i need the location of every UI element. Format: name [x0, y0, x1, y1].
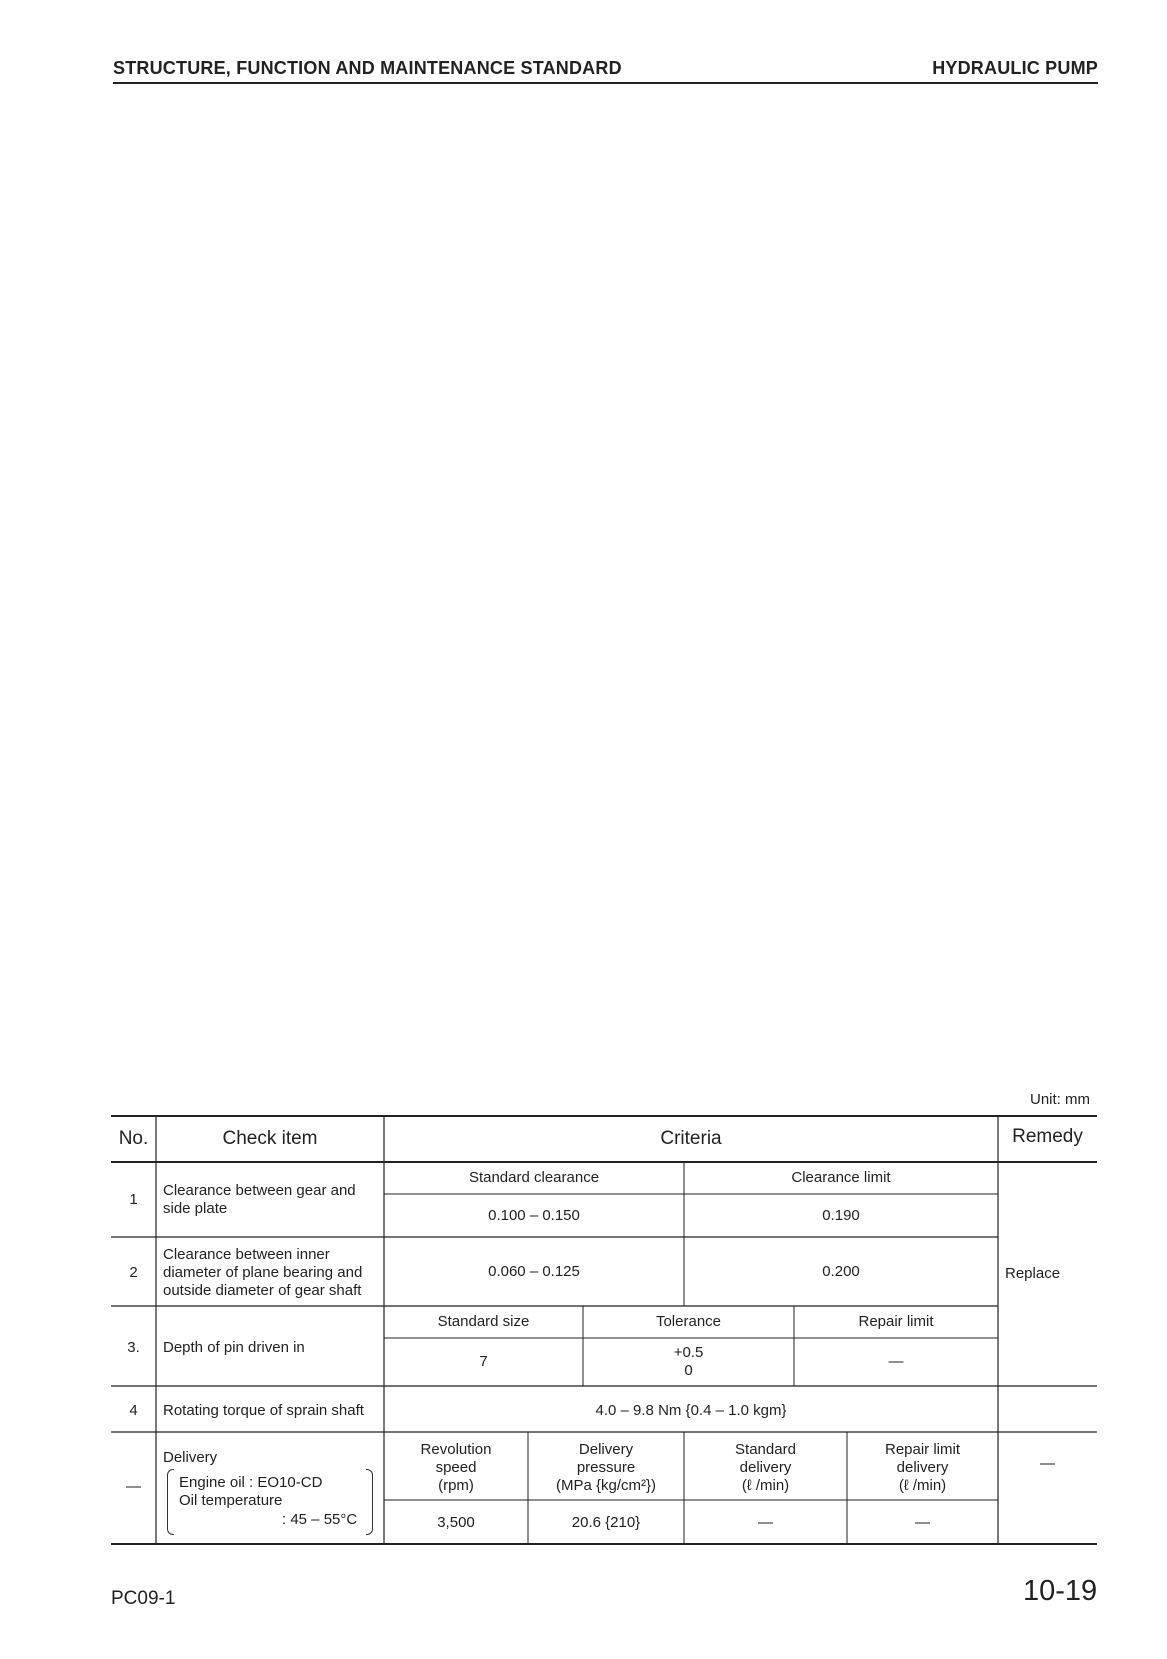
- row-5-h1-l2: speed: [435, 1459, 477, 1476]
- row-5-check-item-delivery: Delivery: [163, 1449, 218, 1466]
- unit-label: Unit: mm: [1030, 1091, 1090, 1108]
- col-header-remedy: Remedy: [1012, 1126, 1083, 1147]
- row-2-check-item-line-2: diameter of plane bearing and: [163, 1264, 363, 1281]
- left-brace-icon: [167, 1469, 174, 1535]
- row-5-no: —: [126, 1478, 141, 1495]
- row-1-standard-clearance-value: 0.100 – 0.150: [488, 1207, 580, 1224]
- row-5-h4-l2: delivery: [896, 1459, 949, 1476]
- row-4-no: 4: [129, 1402, 138, 1419]
- row-5-oil-temperature-value: : 45 – 55°C: [282, 1511, 358, 1528]
- row-1-clearance-limit-header: Clearance limit: [791, 1169, 891, 1186]
- row-5-h4-l1: Repair limit: [884, 1441, 960, 1458]
- row-5-engine-oil: Engine oil : EO10-CD: [179, 1474, 323, 1491]
- row-2-limit-value: 0.200: [822, 1263, 860, 1280]
- row-5-remedy: —: [1040, 1455, 1055, 1472]
- row-1-clearance-limit-value: 0.190: [822, 1207, 860, 1224]
- col-header-check-item: Check item: [222, 1128, 318, 1149]
- row-5-h3-l1: Standard: [735, 1441, 796, 1458]
- row-5-h2-l2: pressure: [576, 1459, 636, 1476]
- row-5-h2-l1: Delivery: [578, 1441, 634, 1458]
- row-1-check-item-line-1: Clearance between gear and: [163, 1182, 356, 1199]
- row-2-standard-value: 0.060 – 0.125: [488, 1263, 580, 1280]
- row-1-standard-clearance-header: Standard clearance: [468, 1169, 600, 1186]
- row-5-repair-limit-delivery-value: —: [915, 1514, 930, 1531]
- remedy-replace: Replace: [1005, 1265, 1061, 1282]
- row-3-no: 3.: [127, 1339, 140, 1356]
- row-5-h2-l3: (MPa {kg/cm²}): [555, 1477, 657, 1494]
- row-5-standard-delivery-value: —: [758, 1514, 773, 1531]
- row-5-h4-l3: (ℓ /min): [898, 1477, 947, 1494]
- row-5-rpm-value: 3,500: [437, 1514, 475, 1531]
- row-5-pressure-value: 20.6 {210}: [571, 1514, 641, 1531]
- row-1-no: 1: [129, 1191, 138, 1208]
- row-2-check-item-line-1: Clearance between inner: [163, 1246, 330, 1263]
- component-title: HYDRAULIC PUMP: [932, 58, 1098, 78]
- col-header-criteria: Criteria: [660, 1128, 722, 1149]
- row-1-check-item-line-2: side plate: [163, 1200, 228, 1217]
- col-header-no: No.: [118, 1128, 149, 1149]
- section-title: STRUCTURE, FUNCTION AND MAINTENANCE STANDARD: [113, 58, 622, 78]
- row-3-check-item: Depth of pin driven in: [163, 1339, 305, 1356]
- row-3-tolerance-lower: 0: [684, 1362, 693, 1379]
- row-3-repair-limit-header: Repair limit: [858, 1313, 934, 1330]
- row-5-h3-l3: (ℓ /min): [741, 1477, 790, 1494]
- row-3-standard-size-header: Standard size: [437, 1313, 530, 1330]
- row-3-repair-limit-value: —: [888, 1353, 904, 1370]
- page-number: 10-19: [1023, 1575, 1098, 1607]
- row-2-no: 2: [129, 1264, 138, 1281]
- footer-model: PC09-1: [111, 1588, 176, 1609]
- row-3-tolerance-header: Tolerance: [655, 1313, 722, 1330]
- row-5-h1-l3: (rpm): [438, 1477, 474, 1494]
- row-5-h1-l1: Revolution: [420, 1441, 492, 1458]
- row-5-oil-temperature-label: Oil temperature: [179, 1492, 283, 1509]
- row-3-tolerance-upper: +0.5: [673, 1344, 704, 1361]
- row-4-check-item: Rotating torque of sprain shaft: [163, 1402, 364, 1419]
- row-4-criteria-value: 4.0 – 9.8 Nm {0.4 – 1.0 kgm}: [595, 1402, 787, 1419]
- row-3-standard-size-value: 7: [479, 1353, 488, 1370]
- row-5-h3-l2: delivery: [739, 1459, 792, 1476]
- right-brace-icon: [366, 1469, 373, 1535]
- row-2-check-item-line-3: outside diameter of gear shaft: [163, 1282, 362, 1299]
